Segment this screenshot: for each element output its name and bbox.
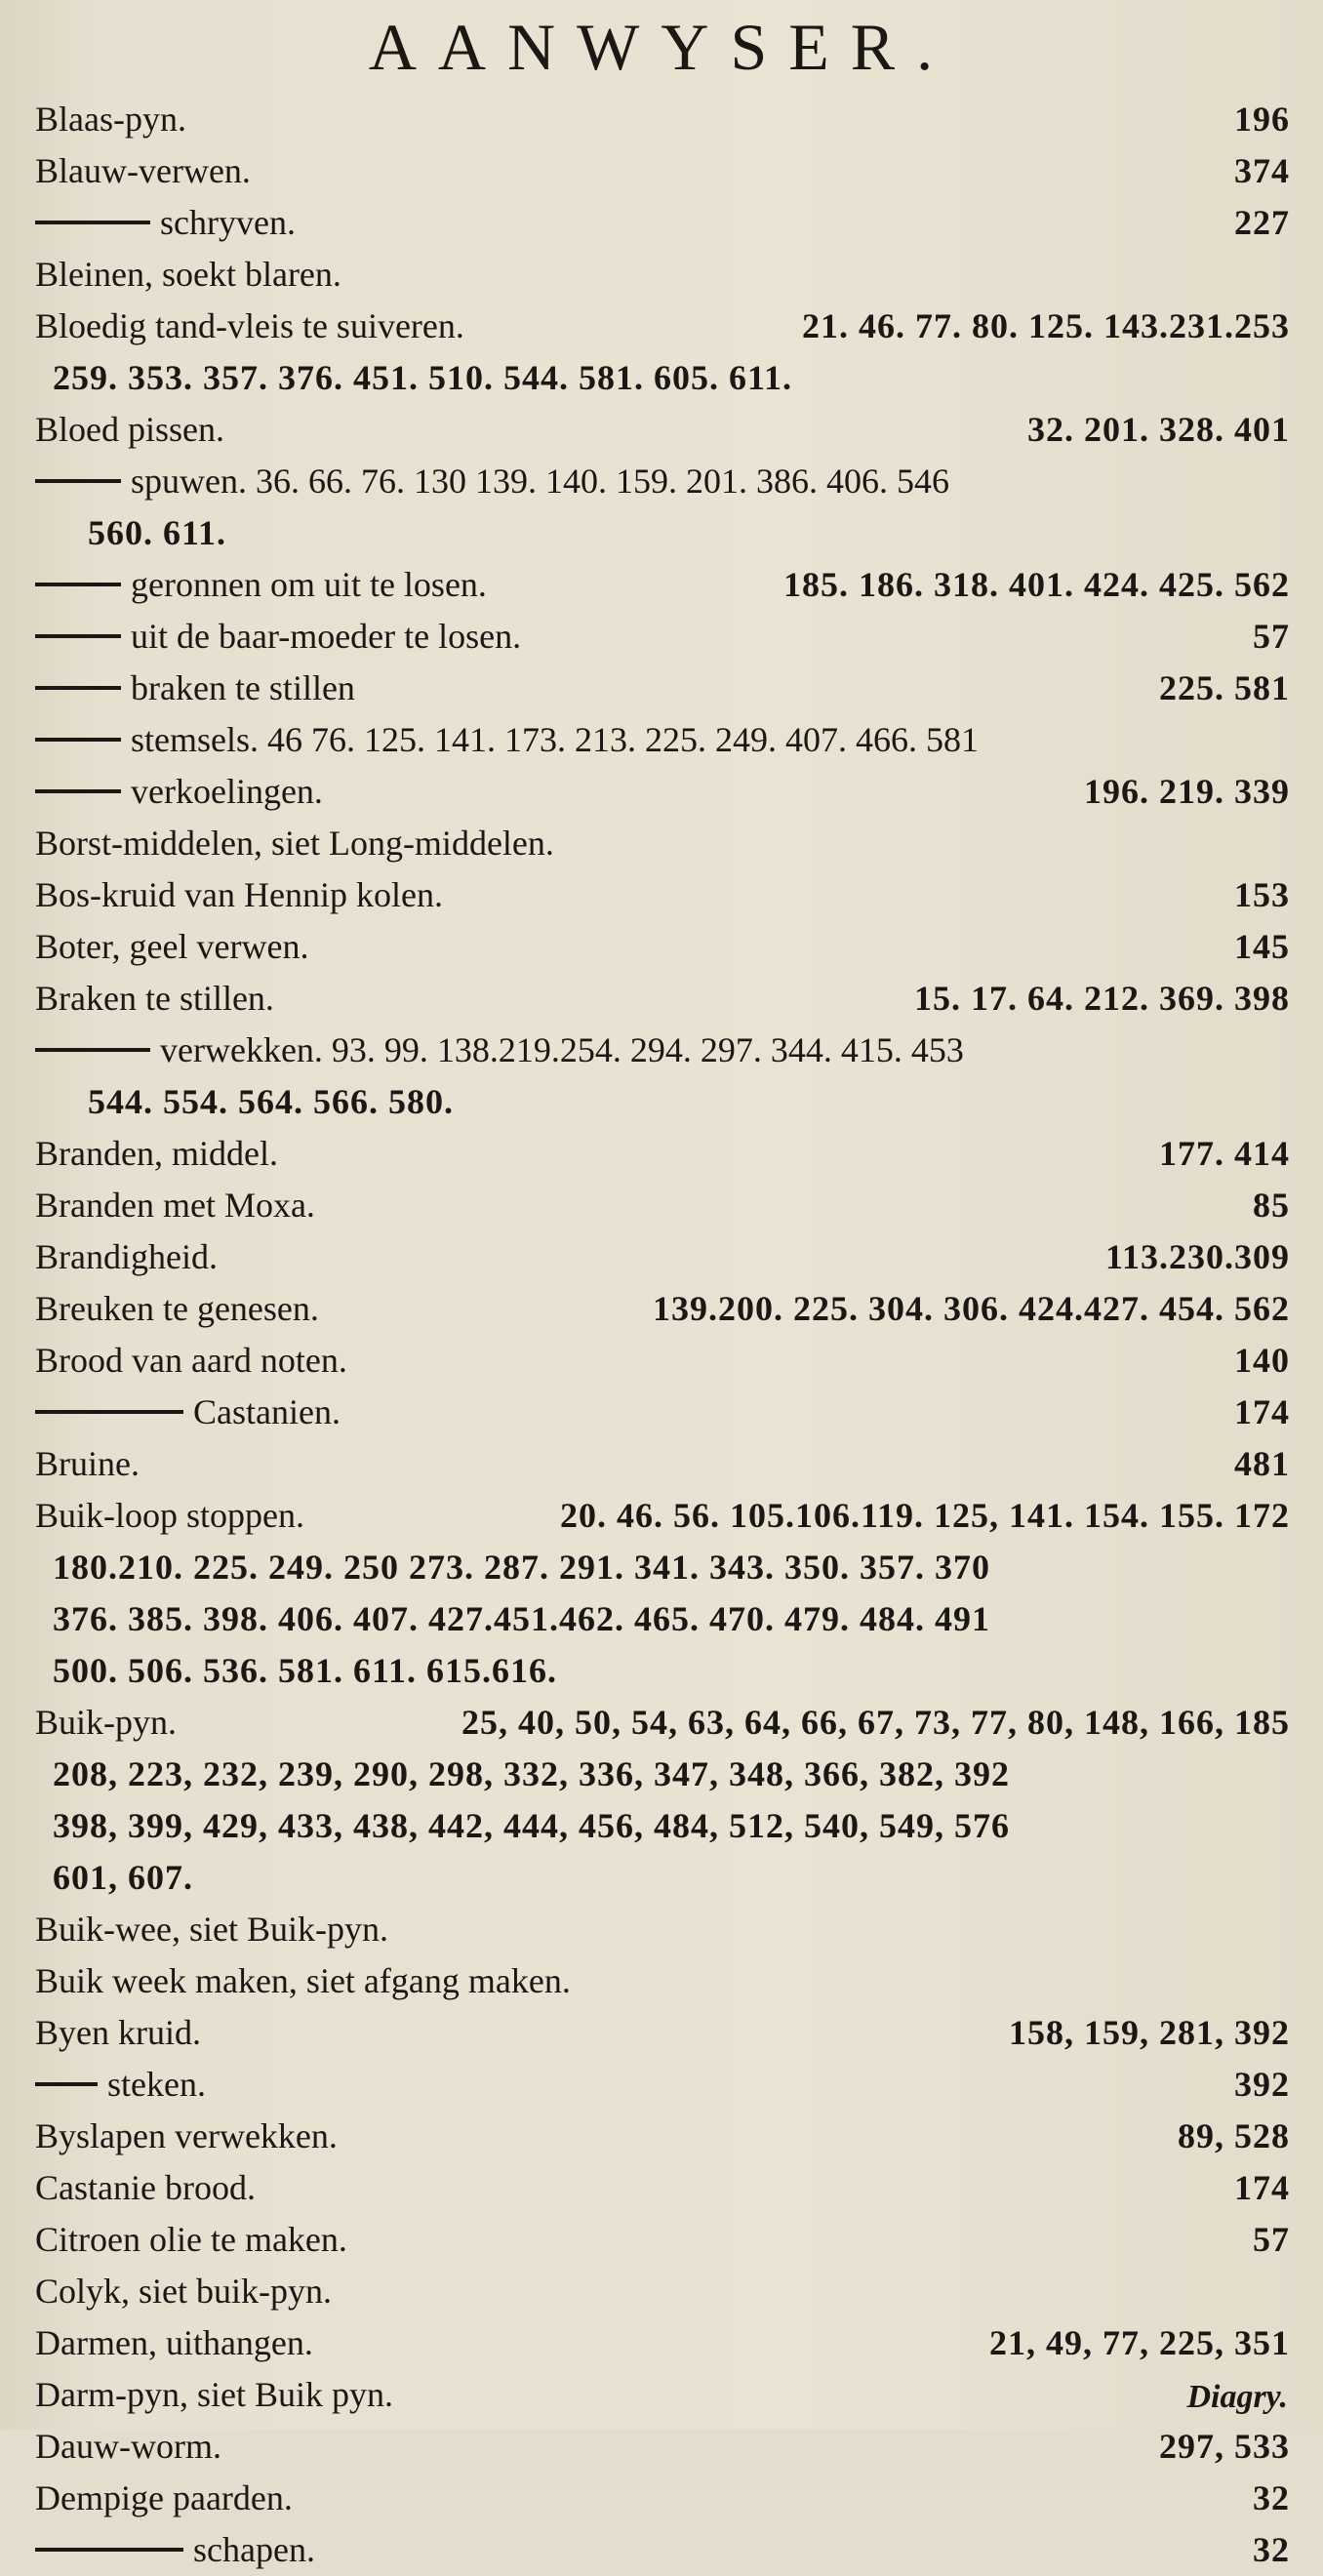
- entry-pages-continued: 180.210. 225. 249. 250 273. 287. 291. 341. 343. 350. 357. 370: [53, 1548, 990, 1587]
- entry-pages: 89, 528: [1178, 2116, 1290, 2155]
- entry-pages-continued: 560. 611.: [88, 513, 227, 552]
- entry-subterm: verwekken. 93. 99. 138.219.254. 294. 297. 344. 415. 453: [35, 1025, 964, 1076]
- ditto-dash: [35, 583, 121, 586]
- entry-term: Brood van aard noten.: [35, 1341, 347, 1380]
- entry-pages: 25, 40, 50, 54, 63, 64, 66, 67, 73, 77, 80, 148, 166, 185: [461, 1703, 1290, 1742]
- entry-pages: 174: [1234, 2168, 1290, 2207]
- entry-subterm: Castanien.: [35, 1387, 341, 1438]
- index-row: [35, 2007, 1290, 2059]
- index-row-continuation: [35, 1852, 1290, 1904]
- entry-term: Branden, middel.: [35, 1134, 278, 1173]
- entry-term: Blaas-pyn.: [35, 100, 186, 139]
- index-row: [35, 1490, 1290, 1542]
- entry-pages: 153: [1234, 875, 1290, 914]
- entry-term: Brandigheid.: [35, 1237, 218, 1276]
- entry-pages: 21. 46. 77. 80. 125. 143.231.253: [802, 306, 1290, 345]
- entry-term: Citroen olie te maken.: [35, 2220, 347, 2259]
- entry-term: Buik-pyn.: [35, 1703, 178, 1742]
- entry-term: Buik-loop stoppen.: [35, 1496, 304, 1535]
- index-row: [35, 1438, 1290, 1490]
- entry-term: Castanie brood.: [35, 2168, 256, 2207]
- index-row: [35, 2266, 1290, 2317]
- index-row: [35, 2111, 1290, 2162]
- index-list: [35, 94, 1290, 2576]
- entry-term: Darm-pyn, siet Buik pyn.: [35, 2375, 393, 2414]
- entry-pages: 32: [1253, 2530, 1290, 2569]
- entry-pages: 481: [1234, 1444, 1290, 1483]
- entry-pages: 392: [1234, 2065, 1290, 2104]
- entry-pages-continued: 398, 399, 429, 433, 438, 442, 444, 456, 484, 512, 540, 549, 576: [53, 1806, 1010, 1845]
- entry-pages: 15. 17. 64. 212. 369. 398: [914, 979, 1290, 1018]
- index-row: [35, 2369, 1290, 2421]
- entry-term: Darmen, uithangen.: [35, 2323, 313, 2362]
- entry-subterm: spuwen. 36. 66. 76. 130 139. 140. 159. 201. 386. 406. 546: [35, 456, 949, 507]
- entry-pages-continued: 208, 223, 232, 239, 290, 298, 332, 336, 347, 348, 366, 382, 392: [53, 1754, 1010, 1793]
- index-row: [35, 559, 1290, 611]
- ditto-dash: [35, 789, 121, 793]
- entry-pages: 145: [1234, 927, 1290, 966]
- index-row-continuation: [35, 1593, 1290, 1645]
- index-row: [35, 145, 1290, 197]
- entry-term: Blauw-verwen.: [35, 151, 251, 190]
- entry-pages: 139.200. 225. 304. 306. 424.427. 454. 562: [653, 1289, 1290, 1328]
- index-row-continuation: [35, 1542, 1290, 1593]
- entry-term: Buik week maken, siet afgang maken.: [35, 1961, 571, 2000]
- index-row: [35, 663, 1290, 714]
- index-row: [35, 1387, 1290, 1438]
- index-row: [35, 94, 1290, 145]
- entry-subterm: steken.: [35, 2059, 206, 2111]
- index-row-continuation: [35, 1076, 1290, 1128]
- entry-term: Bloed pissen.: [35, 410, 224, 449]
- index-row: [35, 869, 1290, 921]
- entry-pages: 196. 219. 339: [1084, 772, 1290, 811]
- entry-term: Buik-wee, siet Buik-pyn.: [35, 1910, 388, 1949]
- index-row: [35, 766, 1290, 818]
- ditto-dash: [35, 1410, 183, 1414]
- index-row: [35, 921, 1290, 973]
- index-row: [35, 1025, 1290, 1076]
- entry-pages: 32: [1253, 2478, 1290, 2517]
- entry-pages-continued: 259. 353. 357. 376. 451. 510. 544. 581. 605. 611.: [53, 358, 793, 397]
- entry-pages-continued: 500. 506. 536. 581. 611. 615.616.: [53, 1651, 558, 1690]
- entry-pages: 225. 581: [1159, 668, 1290, 707]
- index-row: [35, 2214, 1290, 2266]
- entry-subterm: uit de baar-moeder te losen.: [35, 611, 521, 663]
- index-row: [35, 456, 1290, 507]
- entry-term: Braken te stillen.: [35, 979, 274, 1018]
- entry-term: Colyk, siet buik-pyn.: [35, 2272, 332, 2311]
- index-row: [35, 1335, 1290, 1387]
- entry-subterm: geronnen om uit te losen.: [35, 559, 487, 611]
- index-row: [35, 1128, 1290, 1180]
- ditto-dash: [35, 221, 150, 224]
- ditto-dash: [35, 2082, 98, 2086]
- index-row: [35, 973, 1290, 1025]
- entry-pages: 21, 49, 77, 225, 351: [989, 2323, 1290, 2362]
- entry-pages: 174: [1234, 1392, 1290, 1431]
- ditto-dash: [35, 2548, 183, 2552]
- index-row: [35, 249, 1290, 301]
- index-row: [35, 1283, 1290, 1335]
- entry-subterm: schryven.: [35, 197, 296, 249]
- index-row: [35, 1697, 1290, 1749]
- entry-term: Dempige paarden.: [35, 2478, 293, 2517]
- entry-term: Byen kruid.: [35, 2013, 201, 2052]
- entry-term: Bleinen, soekt blaren.: [35, 255, 341, 294]
- entry-pages: 227: [1234, 203, 1290, 242]
- ditto-dash: [35, 686, 121, 690]
- entry-subterm: stemsels. 46 76. 125. 141. 173. 213. 225. 249. 407. 466. 581: [35, 714, 979, 766]
- entry-term: Byslapen verwekken.: [35, 2116, 338, 2155]
- entry-pages: 57: [1253, 2220, 1290, 2259]
- index-row: [35, 818, 1290, 869]
- index-row: [35, 2059, 1290, 2111]
- entry-subterm: braken te stillen: [35, 663, 355, 714]
- index-row: [35, 2524, 1290, 2576]
- index-row: [35, 1955, 1290, 2007]
- page-title: AANWYSER.: [368, 10, 955, 84]
- index-row-continuation: [35, 1749, 1290, 1800]
- entry-pages: 140: [1234, 1341, 1290, 1380]
- entry-pages: 196: [1234, 100, 1290, 139]
- index-row: [35, 2162, 1290, 2214]
- entry-term: Bloedig tand-vleis te suiveren.: [35, 306, 464, 345]
- index-row: [35, 714, 1290, 766]
- entry-term: Bruine.: [35, 1444, 140, 1483]
- catchword: Diagry.: [1186, 2379, 1288, 2415]
- entry-subterm: verkoelingen.: [35, 766, 323, 818]
- entry-term: Boter, geel verwen.: [35, 927, 309, 966]
- entry-term: Breuken te genesen.: [35, 1289, 319, 1328]
- entry-pages: 297, 533: [1159, 2427, 1290, 2466]
- entry-pages: 57: [1253, 617, 1290, 656]
- ditto-dash: [35, 634, 121, 638]
- index-row: [35, 404, 1290, 456]
- entry-pages: 32. 201. 328. 401: [1027, 410, 1290, 449]
- index-row: [35, 197, 1290, 249]
- entry-term: Dauw-worm.: [35, 2427, 221, 2466]
- entry-term: Bos-kruid van Hennip kolen.: [35, 875, 443, 914]
- index-row-continuation: [35, 1645, 1290, 1697]
- index-row: [35, 2473, 1290, 2524]
- entry-subterm: schapen.: [35, 2524, 315, 2576]
- entry-pages: 185. 186. 318. 401. 424. 425. 562: [783, 565, 1290, 604]
- index-row: [35, 1231, 1290, 1283]
- ditto-dash: [35, 479, 121, 483]
- entry-pages: 113.230.309: [1104, 1237, 1290, 1276]
- entry-pages: 158, 159, 281, 392: [1009, 2013, 1290, 2052]
- index-row: [35, 1180, 1290, 1231]
- entry-pages: 177. 414: [1159, 1134, 1290, 1173]
- ditto-dash: [35, 1048, 150, 1052]
- index-row: [35, 2317, 1290, 2369]
- index-row: [35, 1904, 1290, 1955]
- entry-term: Branden met Moxa.: [35, 1186, 315, 1225]
- entry-pages: 20. 46. 56. 105.106.119. 125, 141. 154. 155. 172: [559, 1496, 1290, 1535]
- index-row-continuation: [35, 1800, 1290, 1852]
- entry-pages-continued: 544. 554. 564. 566. 580.: [88, 1082, 454, 1121]
- entry-pages-continued: 601, 607.: [53, 1858, 193, 1897]
- index-row: [35, 2421, 1290, 2473]
- entry-pages: 85: [1253, 1186, 1290, 1225]
- index-row-continuation: [35, 507, 1290, 559]
- entry-pages: 374: [1234, 151, 1290, 190]
- entry-term: Borst-middelen, siet Long-middelen.: [35, 824, 554, 863]
- entry-pages-continued: 376. 385. 398. 406. 407. 427.451.462. 465. 470. 479. 484. 491: [53, 1599, 990, 1638]
- index-row: [35, 611, 1290, 663]
- index-row: [35, 301, 1290, 352]
- ditto-dash: [35, 738, 121, 742]
- index-row-continuation: [35, 352, 1290, 404]
